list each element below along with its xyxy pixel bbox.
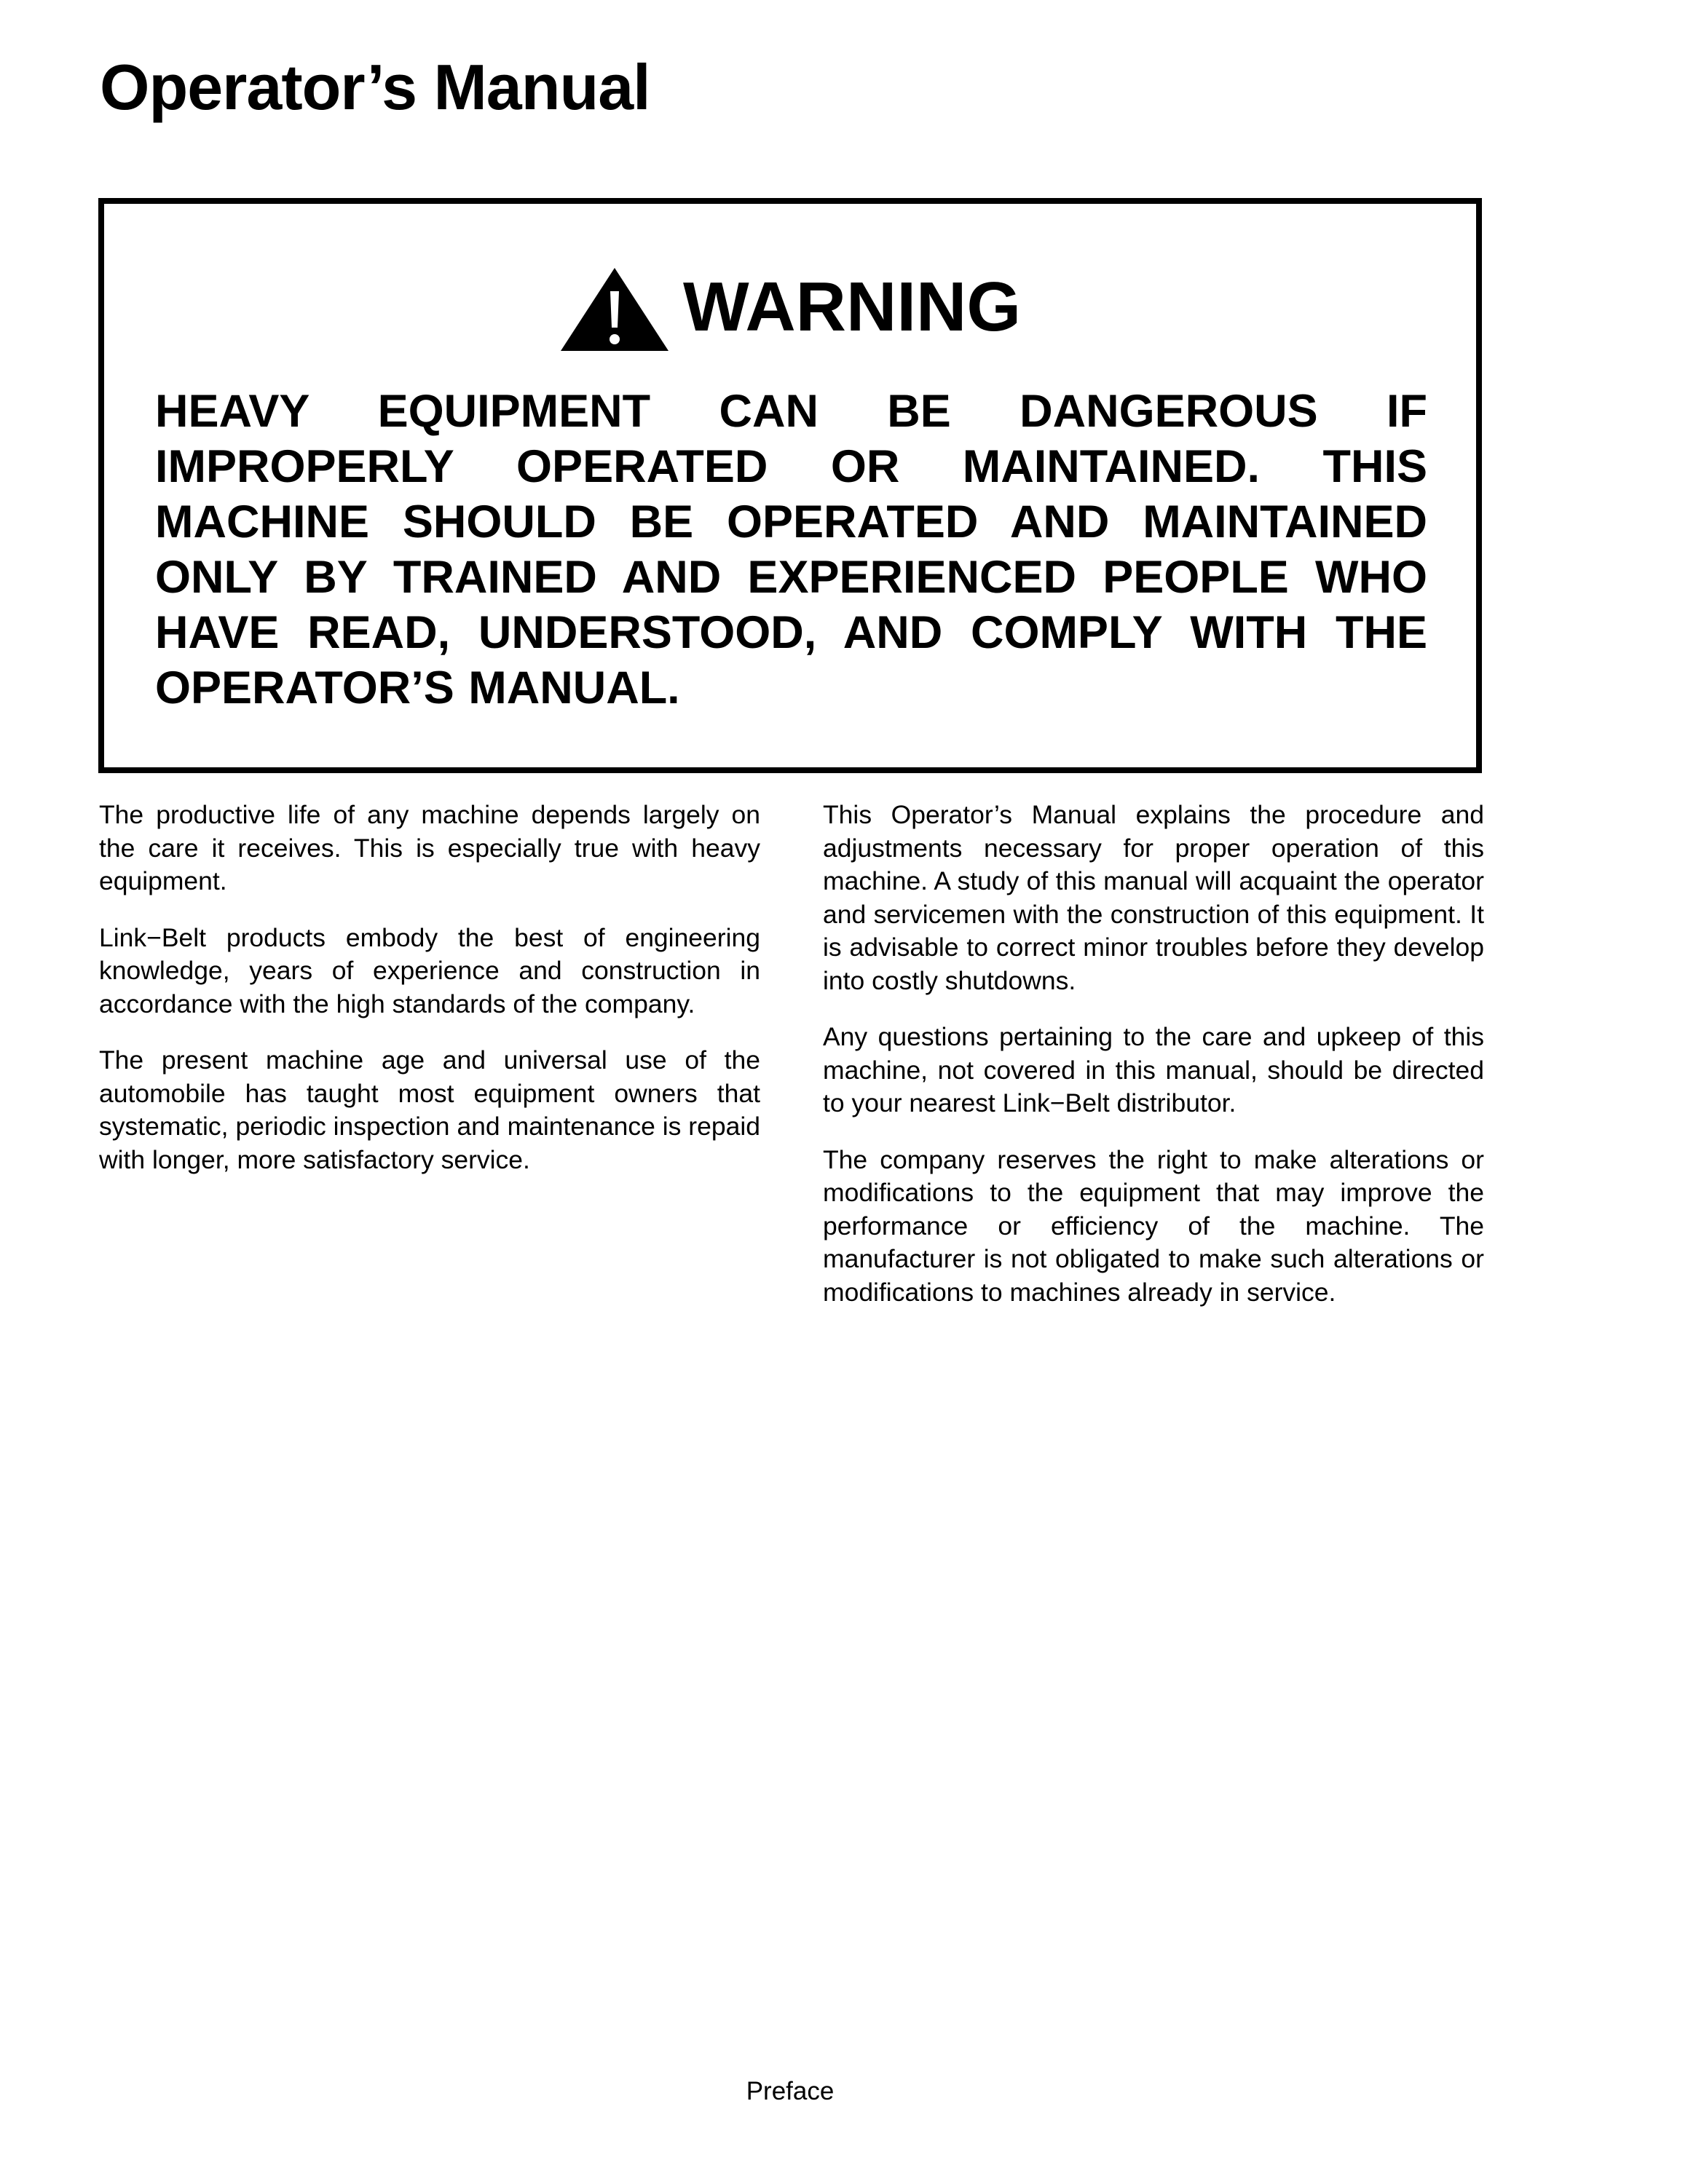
- paragraph: The company reserves the right to make alterations or modifications to the equipment that may improve the performance or efficiency of the machine. The manufacturer is not obligated to make such alterations or modifications to machines already in service.: [823, 1144, 1484, 1307]
- paragraph: The present machine age and universal use of the automobile has taught most equipment owners that systematic, periodic inspection and maintenance is repaid with longer, more satisfactory service.: [99, 1045, 760, 1174]
- left-column: [99, 799, 760, 1200]
- paragraph: Link−Belt products embody the best of engineering knowledge, years of experience and construction in accordance with the high standards of the company.: [99, 922, 760, 1018]
- page-title: Operator’s Manual: [100, 51, 650, 123]
- paragraph: The productive life of any machine depends largely on the care it receives. This is especially true with heavy equipment.: [99, 800, 760, 895]
- right-column: [823, 799, 1484, 1332]
- warning-heading: WARNING: [683, 268, 1021, 346]
- paragraph: This Operator’s Manual explains the procedure and adjustments necessary for proper operation of this machine. A study of this manual will acquaint the operator and servicemen with the construction of this equipment. It is advisable to correct minor troubles before they develop into costly shutdowns.: [823, 800, 1484, 995]
- warning-box: [98, 198, 1482, 773]
- warning-text: HEAVY EQUIPMENT CAN BE DANGEROUS IF IMPROPERLY OPERATED OR MAINTAINED. THIS MACHINE SHOULD BE OPERATED AND MAINTAINED ONLY BY TRAINED AND EXPERIENCED PEOPLE WHO HAVE READ, UNDERSTOOD, AND COMPLY WITH THE OPERATOR’S MANUAL.: [155, 386, 1427, 713]
- warning-triangle-icon: [559, 266, 670, 352]
- warning-header: [104, 262, 1476, 352]
- page-footer: Preface: [746, 2077, 835, 2105]
- paragraph: Any questions pertaining to the care and upkeep of this machine, not covered in this manual, should be directed to your nearest Link−Belt distributor.: [823, 1022, 1484, 1117]
